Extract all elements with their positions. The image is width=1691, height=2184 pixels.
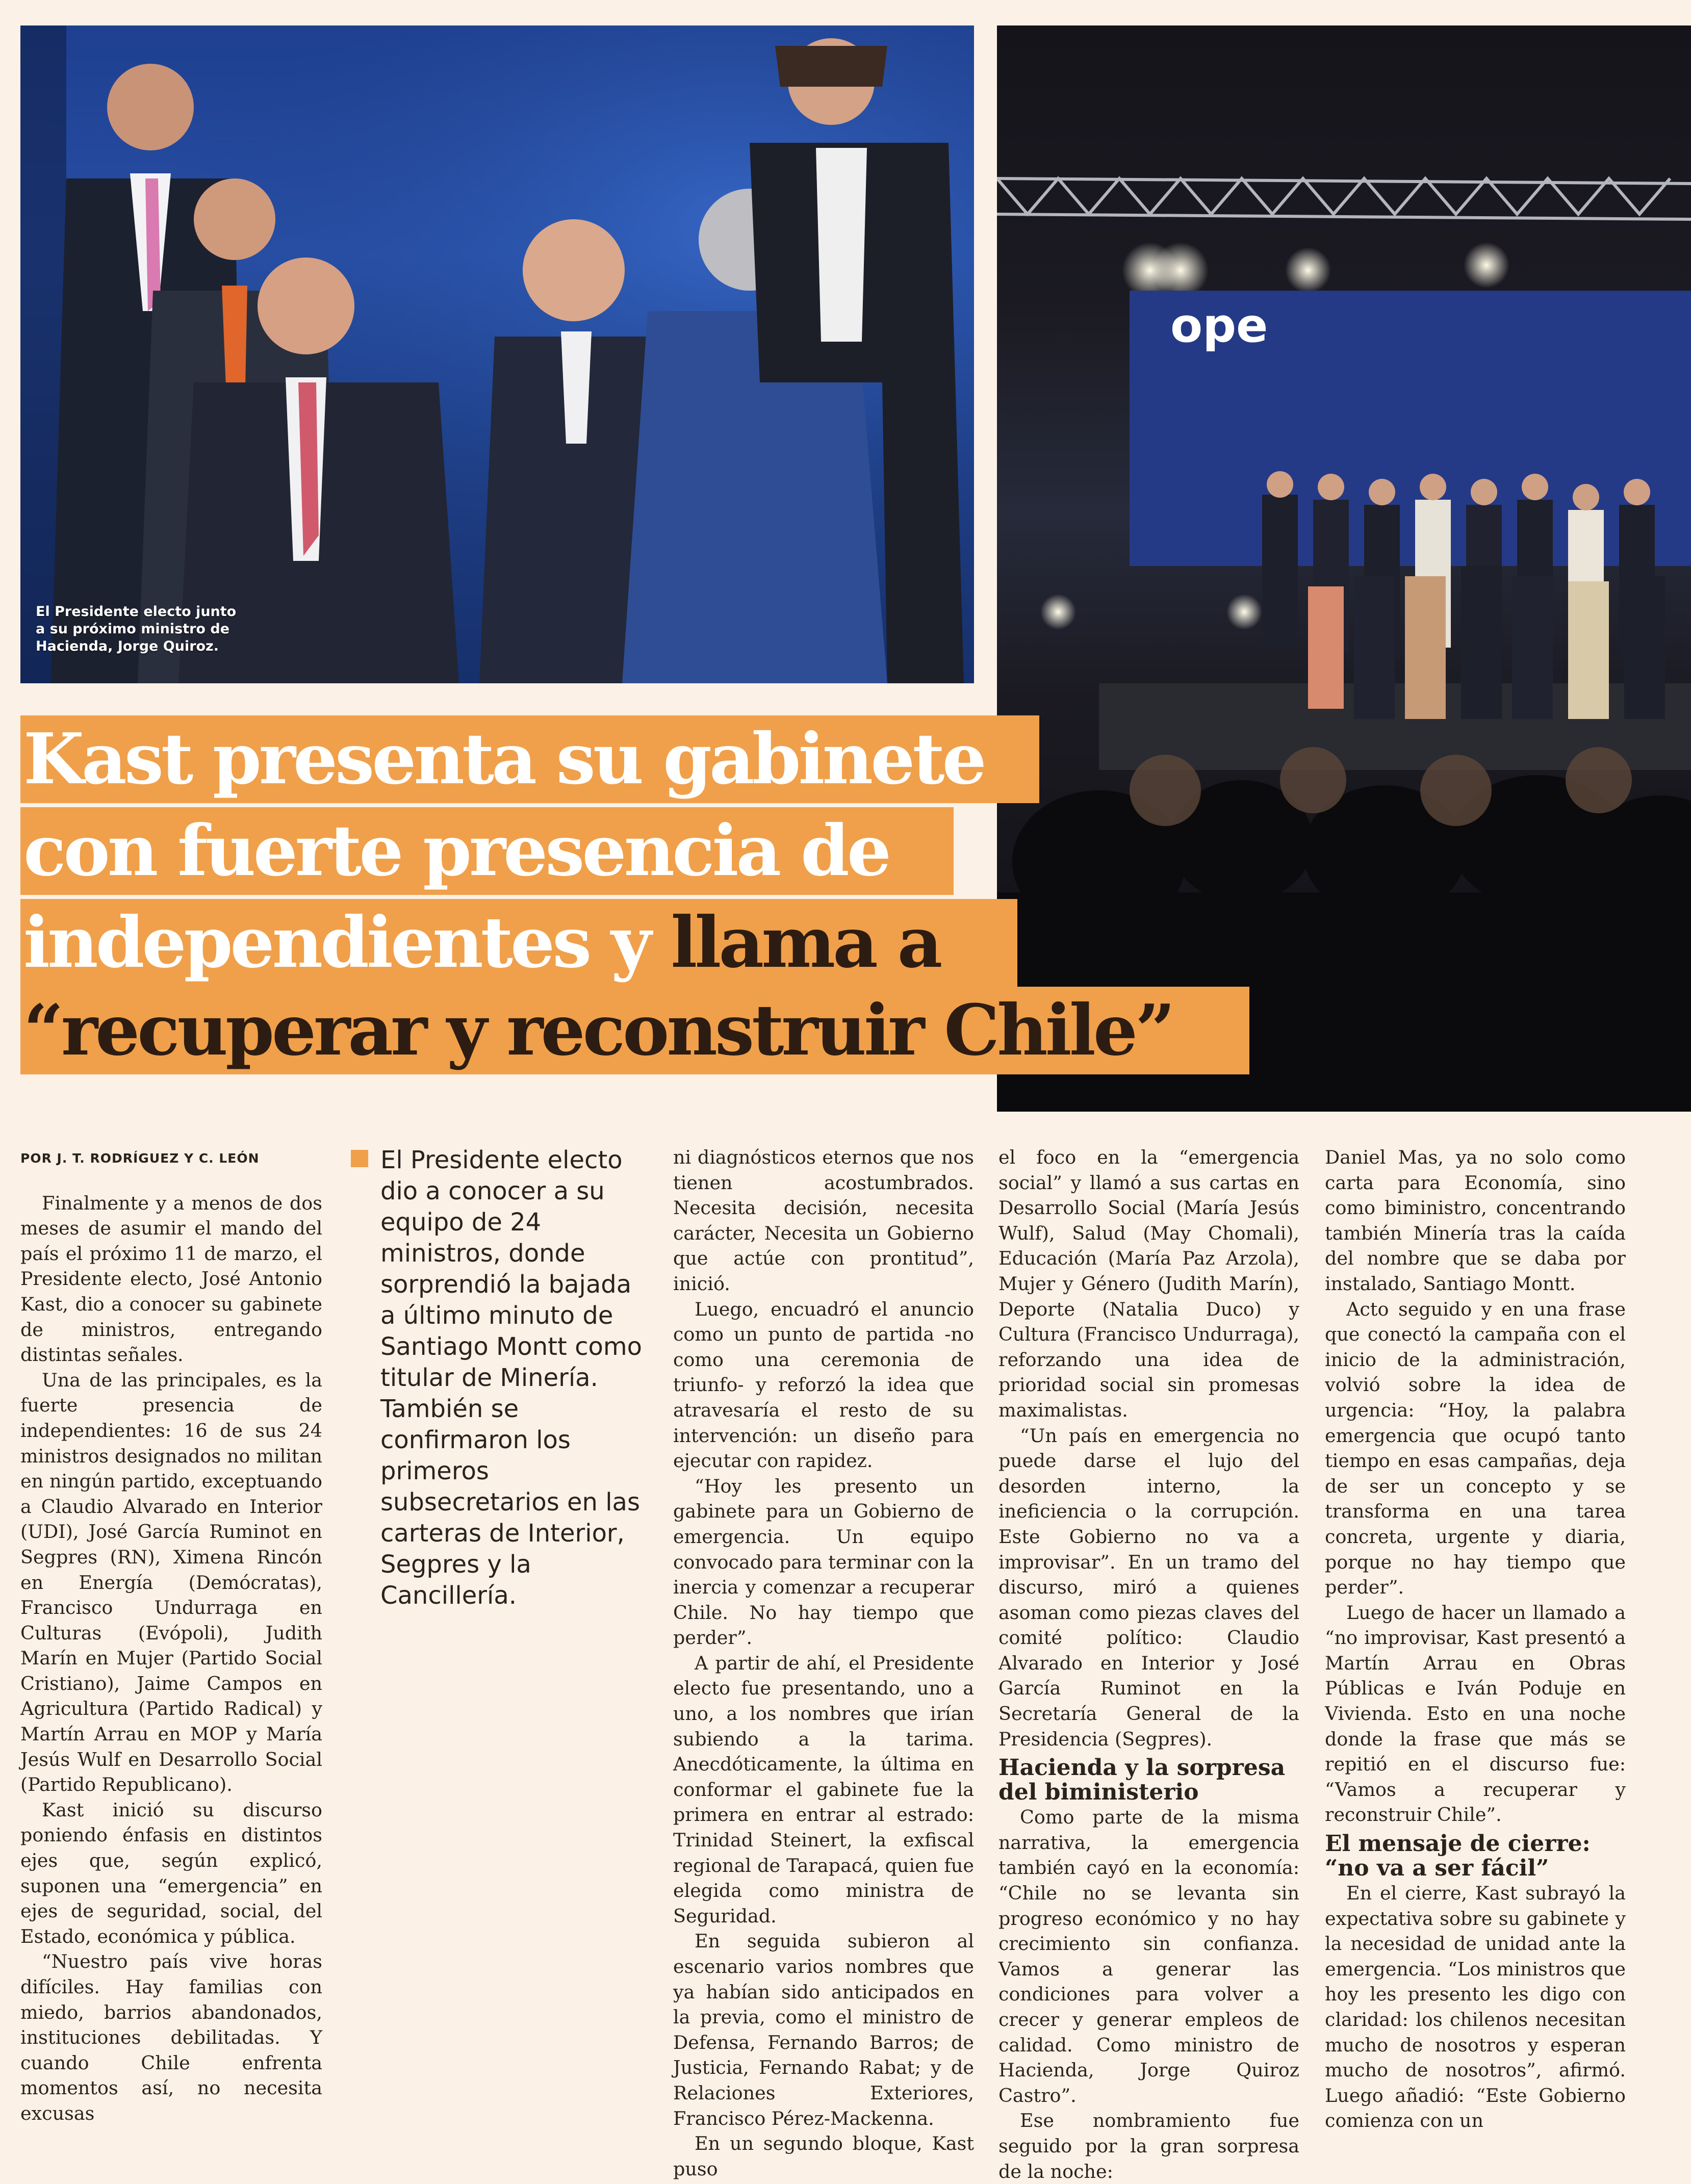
paragraph: Como parte de la misma narrativa, la emergencia también cayó en la economía: “Chile no se levanta sin progreso económico y no hay crecimiento sin confianza. Vamos a generar las condiciones para volver a crecer y generar empleos de calidad. Como ministro de Hacienda, Jorge Quiroz Castro”.	[998, 1806, 1299, 2106]
paragraph: ni diagnósticos eternos que nos tienen acostumbrados. Necesita decisión, necesita carácter, Necesita un Gobierno que actúe con prontitud”, inició.	[673, 1146, 974, 1295]
article-column-3	[673, 1145, 974, 2181]
paragraph: “Hoy les presento un gabinete para un Gobierno de emergencia. Un equipo convocado para terminar con la inercia y comenzar a recuperar Chile. No hay tiempo que perder”.	[673, 1475, 974, 1649]
photo-president-and-quiroz	[20, 25, 974, 683]
headline-line-2: con fuerte presencia de	[20, 807, 954, 895]
photo-illustration	[20, 25, 974, 683]
orange-square-marker	[351, 1150, 368, 1167]
paragraph: el foco en la “emergencia social” y llamó a sus cartas en Desarrollo Social (María Jesús Wulf), Salud (May Chomali), Educación (María Paz Arzola), Mujer y Género (Judith Marín), Deporte (Natalia Duco) y Cultura (Francisco Undurraga), reforzando una idea de prioridad social sin promesas maximalistas.	[998, 1146, 1299, 1421]
lead-summary	[351, 1145, 644, 1611]
paragraph: Ese nombramiento fue seguido por la gran sorpresa de la noche:	[998, 2110, 1299, 2182]
lead-text: El Presidente electo dio a conocer a su equipo de 24 ministros, donde sorprendió la bajada a último minuto de Santiago Montt como titular de Minería. También se confirmaron los primeros subsecretarios en las carteras de Interior, Segpres y la Cancillería.	[380, 1146, 642, 1610]
paragraph: Finalmente y a menos de dos meses de asumir el mando del país el próximo 11 de marzo, el Presidente electo, José Antonio Kast, dio a conocer su gabinete de ministros, entregando distintas señales.	[20, 1192, 322, 1366]
headline-line-3	[20, 899, 1017, 987]
paragraph: “Un país en emergencia no puede darse el lujo del desorden interno, la ineficiencia o la corrupción. Este Gobierno no va a improvisar”. En un tramo del discurso, miró a quienes asoman como piezas claves del comité político: Claudio Alvarado en Interior y José García Ruminot en la Secretaría General de la Presidencia (Segpres).	[998, 1424, 1299, 1750]
photo-caption: El Presidente electo junto a su próximo ministro de Hacienda, Jorge Quiroz.	[36, 604, 237, 654]
paragraph: A partir de ahí, el Presidente electo fue presentando, uno a uno, a los nombres que irían subiendo a la tarima. Anecdóticamente, la última en conformar el gabinete fue la primera en entrar al estrado: Trinidad Steinert, la exfiscal regional de Tarapacá, quien fue elegida como ministra de Seguridad.	[673, 1652, 974, 1927]
headline-line-1: Kast presenta su gabinete	[20, 715, 1039, 803]
paragraph: En seguida subieron al escenario varios nombres que ya habían sido anticipados en la previa, como el ministro de Defensa, Fernando Barros; de Justicia, Fernando Rabat; y de Relaciones Exteriores, Francisco Pérez-Mackenna.	[673, 1930, 974, 2129]
paragraph: Una de las principales, es la fuerte presencia de independientes: 16 de sus 24 ministros designados no militan en ningún partido, exceptuando a Claudio Alvarado en Interior (UDI), José García Ruminot en Segpres (RN), Ximena Rincón en Energía (Demócratas), Francisco Undurraga en Culturas (Evópoli), Judith Marín en Mujer (Partido Social Cristiano), Jaime Campos en Agricultura (Partido Radical) y Martín Arrau en MOP y María Jesús Wulf en Desarrollo Social (Partido Republicano).	[20, 1369, 322, 1796]
photo-cabinet-on-stage	[997, 25, 1691, 1112]
paragraph: En un segundo bloque, Kast puso	[673, 2132, 974, 2180]
paragraph: En el cierre, Kast subrayó la expectativa sobre su gabinete y la necesidad de unidad ante la emergencia. “Los ministros que hoy les presento les digo con claridad: los chilenos necesitan mucho de nosotros y esperan mucho de nosotros”, afirmó. Luego añadió: “Este Gobierno comienza con un	[1325, 1882, 1626, 2132]
stage-logo: ope	[1170, 298, 1268, 353]
subheading-cierre: El mensaje de cierre: “no va a ser fácil”	[1325, 1831, 1591, 1882]
paragraph: Acto seguido y en una frase que conectó la campaña con el inicio de la administración, volvió sobre la idea de urgencia: “Hoy, la palabra emergencia que ocupó tanto tiempo en esas campañas, deja de ser un concepto y se transforma en una tarea concreta, urgente y diaria, porque no hay tiempo que perder”.	[1325, 1298, 1626, 1599]
paragraph: Luego, encuadró el anuncio como un punto de partida -no como una ceremonia de triunfo- y reforzó la idea que atravesaría el resto de su intervención: un diseño para ejecutar con rapidez.	[673, 1298, 974, 1472]
paragraph: Luego de hacer un llamado a “no improvisar, Kast presentó a Martín Arrau en Obras Públicas e Iván Poduje en Vivienda. Esto en una noche donde la frase que más se repitió en el discurso fue: “Vamos a recuperar y reconstruir Chile”.	[1325, 1601, 1626, 1826]
headline-white-part: independientes y	[23, 902, 649, 984]
subheading-hacienda: Hacienda y la sorpresa del biministerio	[998, 1755, 1286, 1806]
paragraph: Kast inició su discurso poniendo énfasis en distintos ejes que, según explicó, suponen una “emergencia” en ejes de seguridad, social, del Estado, económica y pública.	[20, 1798, 322, 1947]
article-column-4	[998, 1145, 1299, 2184]
byline: POR J. T. RODRÍGUEZ Y C. LEÓN	[20, 1151, 260, 1166]
headline-dark-part: llama a	[671, 902, 940, 984]
photo-illustration	[997, 25, 1691, 1112]
paragraph: Daniel Mas, ya no solo como carta para Economía, sino como biministro, concentrando también Minería tras la caída del nombre que se daba por instalado, Santiago Montt.	[1325, 1146, 1626, 1295]
article-column-5	[1325, 1145, 1626, 2134]
headline-line-4: “recuperar y reconstruir Chile”	[20, 987, 1249, 1074]
article-column-1	[20, 1145, 322, 2126]
paragraph: “Nuestro país vive horas difíciles. Hay familias con miedo, barrios abandonados, instituciones debilitadas. Y cuando Chile enfrenta momentos así, no necesita excusas	[20, 1950, 322, 2124]
